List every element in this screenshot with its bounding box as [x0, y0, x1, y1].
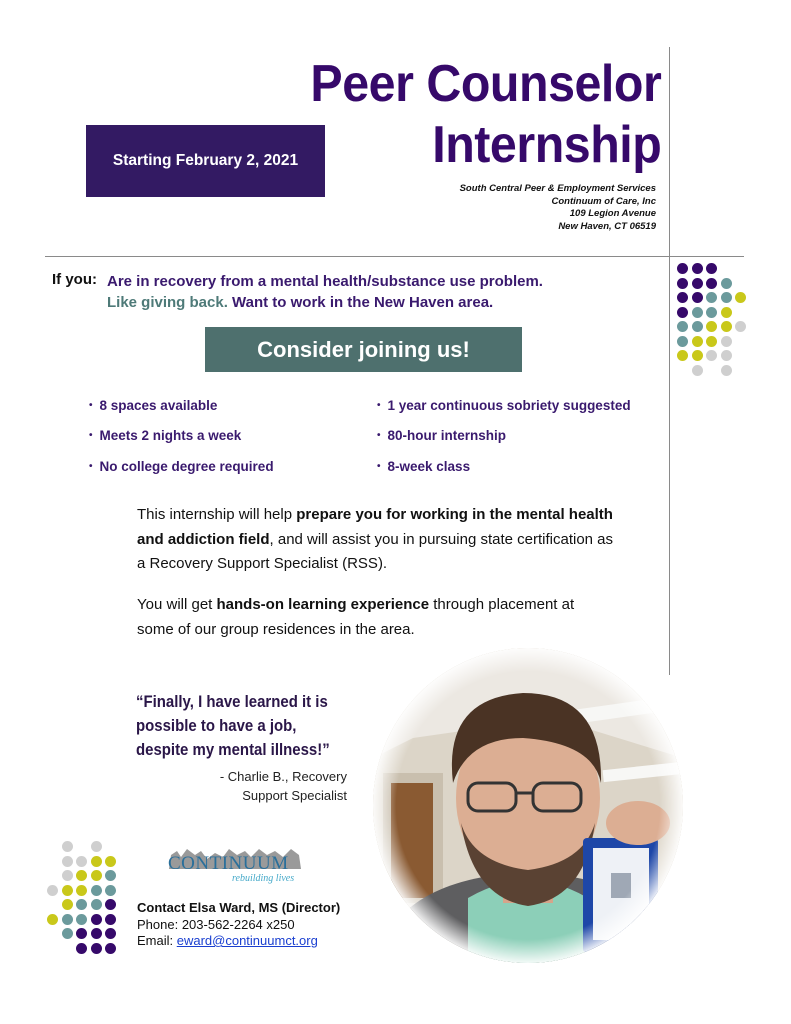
bullet-item: • 80-hour internship	[377, 428, 506, 443]
email-link[interactable]: eward@continuumct.org	[176, 933, 318, 948]
decorative-dot	[105, 943, 116, 954]
decorative-dot	[706, 292, 717, 303]
criteria-line1: Are in recovery from a mental health/substance use problem.	[107, 273, 543, 290]
decorative-dot	[76, 914, 87, 925]
decorative-dot	[76, 885, 87, 896]
if-you-label: If you:	[52, 271, 97, 288]
contact-email-row	[137, 933, 340, 950]
decorative-dot	[692, 292, 703, 303]
testimonial-attribution	[190, 768, 347, 805]
description-paragraph-2	[137, 593, 607, 642]
decorative-dot	[692, 307, 703, 318]
decorative-dot	[91, 899, 102, 910]
address-line: Continuum of Care, Inc	[551, 195, 656, 207]
continuum-wordmark: CONTINUUM	[168, 853, 289, 874]
decorative-dot	[91, 856, 102, 867]
text-span: , and will assist you in pursuing state certification as a Recovery Support Specialist (RSS).	[137, 530, 614, 572]
description-paragraph-1	[137, 503, 617, 577]
decorative-dot	[105, 870, 116, 881]
decorative-dot	[105, 928, 116, 939]
address-line: New Haven, CT 06519	[558, 220, 656, 232]
decorative-dot	[735, 321, 746, 332]
page-title-line1: Peer Counselor	[310, 55, 661, 113]
decorative-dot	[76, 943, 87, 954]
decorative-dot	[91, 943, 102, 954]
organization-address	[460, 183, 656, 233]
bullet-item: • No college degree required	[89, 459, 274, 474]
decorative-dot	[62, 928, 73, 939]
decorative-dot	[721, 278, 732, 289]
decorative-dot	[677, 336, 688, 347]
contact-info	[137, 900, 340, 950]
decorative-dot	[677, 321, 688, 332]
decorative-dot	[677, 278, 688, 289]
contact-name: Contact Elsa Ward, MS (Director)	[137, 900, 341, 915]
decorative-dot	[706, 321, 717, 332]
bullet-item: • 1 year continuous sobriety suggested	[377, 398, 631, 413]
criteria-location: Want to work in the New Haven area.	[227, 294, 494, 311]
horizontal-divider	[45, 256, 744, 257]
phone-number: 203-562-2264 x250	[181, 916, 295, 932]
person-photo-icon	[373, 648, 683, 963]
decorative-dot	[91, 841, 102, 852]
continuum-tagline: rebuilding lives	[232, 873, 295, 884]
decorative-dot	[62, 870, 73, 881]
decorative-dot	[76, 899, 87, 910]
decorative-dot	[105, 885, 116, 896]
decorative-dot	[721, 307, 732, 318]
bullet-item: • Meets 2 nights a week	[89, 428, 241, 443]
testimonial-photo	[373, 648, 683, 963]
decorative-dot	[706, 263, 717, 274]
decorative-dot	[105, 856, 116, 867]
decorative-dot	[105, 899, 116, 910]
attribution-line: - Charlie B., Recovery	[219, 769, 347, 784]
decorative-dot	[91, 870, 102, 881]
decorative-dot	[62, 899, 73, 910]
decorative-dot	[62, 885, 73, 896]
text-span: This internship will help	[137, 506, 297, 523]
decorative-dot	[677, 263, 688, 274]
page-title-line2: Internship	[431, 116, 661, 174]
decorative-dot	[721, 365, 732, 376]
attribution-line: Support Specialist	[242, 787, 347, 803]
decorative-dot	[91, 928, 102, 939]
decorative-dot	[721, 292, 732, 303]
decorative-dot	[706, 350, 717, 361]
decorative-dot	[706, 307, 717, 318]
bullet-item: • 8 spaces available	[89, 398, 217, 413]
vertical-divider	[669, 47, 670, 675]
decorative-dot	[692, 365, 703, 376]
phone-label: Phone:	[137, 916, 182, 932]
decorative-dot	[76, 870, 87, 881]
text-span: You will get	[137, 596, 217, 613]
decorative-dot	[76, 856, 87, 867]
text-span: through placement at some of our group residences in the area.	[137, 596, 575, 638]
decorative-dot	[677, 292, 688, 303]
decorative-dot	[706, 336, 717, 347]
testimonial-quote: “Finally, I have learned it is possible to have a job, despite my mental illness!”	[136, 692, 330, 759]
decorative-dot	[692, 336, 703, 347]
email-label: Email:	[137, 933, 177, 948]
decorative-dot	[677, 350, 688, 361]
decorative-dot	[692, 278, 703, 289]
decorative-dot	[706, 278, 717, 289]
criteria-giving-back: Like giving back.	[107, 294, 228, 311]
bullet-item: • 8-week class	[377, 459, 470, 474]
address-line: South Central Peer & Employment Services	[459, 183, 656, 194]
decorative-dot	[677, 307, 688, 318]
decorative-dot	[721, 350, 732, 361]
decorative-dot	[76, 928, 87, 939]
decorative-dot	[47, 885, 58, 896]
criteria-line2	[107, 294, 493, 311]
decorative-dot	[721, 336, 732, 347]
decorative-dot	[692, 263, 703, 274]
decorative-dot	[62, 841, 73, 852]
address-line: 109 Legion Avenue	[569, 208, 656, 219]
contact-phone-row	[137, 917, 340, 934]
decorative-dot	[91, 885, 102, 896]
emphasis-span: hands-on learning experience	[216, 596, 430, 613]
decorative-dot	[692, 321, 703, 332]
decorative-dot	[105, 914, 116, 925]
decorative-dot	[91, 914, 102, 925]
decorative-dot	[62, 856, 73, 867]
decorative-dot	[735, 292, 746, 303]
decorative-dot	[62, 914, 73, 925]
decorative-dot	[692, 350, 703, 361]
start-date-banner	[86, 125, 325, 197]
start-date-text: Starting February 2, 2021	[112, 152, 299, 169]
decorative-dot	[721, 321, 732, 332]
decorative-dot	[47, 914, 58, 925]
cta-label: Consider joining us!	[257, 336, 470, 362]
consider-joining-banner	[205, 327, 522, 372]
emphasis-span: prepare you for working in the mental health and addiction field	[137, 506, 613, 548]
